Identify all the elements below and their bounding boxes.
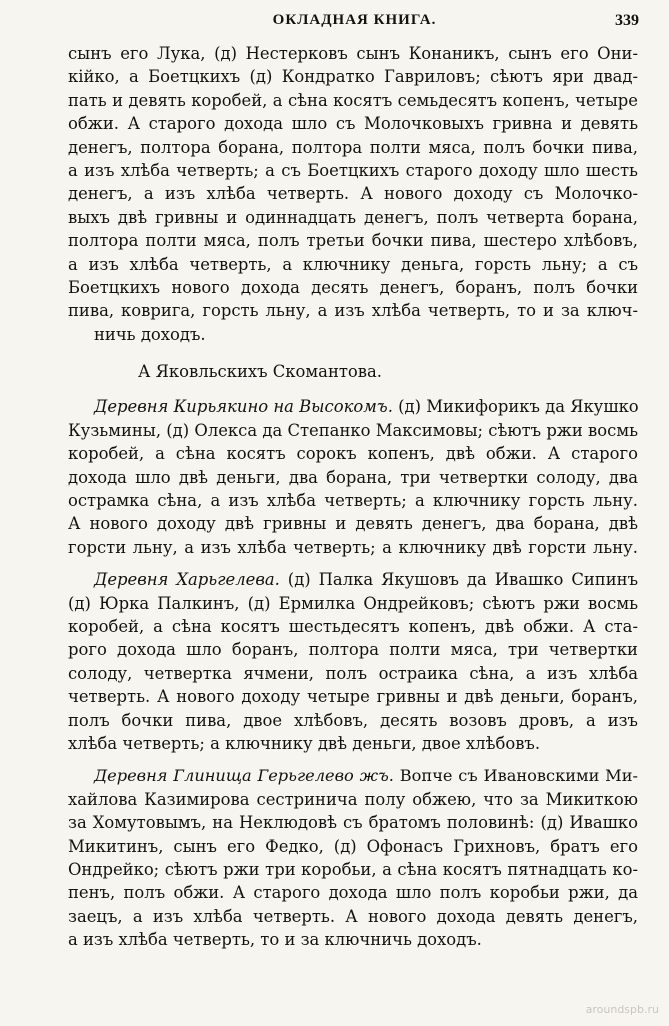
text-line: Ондрейко; сѣютъ ржи три коробьи, а сѣна косятъ пятнадцать ко- — [68, 859, 638, 879]
watermark: aroundspb.ru — [585, 1003, 659, 1016]
text-line: за Хомутовымъ, на Неклюдовѣ съ братомъ половинѣ: (д) Ивашко — [68, 813, 638, 833]
text-line: коробей, а сѣна косятъ сорокъ копенъ, двѣ обжи. А старого — [68, 444, 638, 464]
text-line — [68, 764, 638, 787]
text-line: рого дохода шло боранъ, полтора полти мяса, три четвертки — [68, 640, 638, 660]
text-line: пива, коврига, горсть льну, а изъ хлѣба четверть, то и за ключ- — [68, 301, 638, 321]
text-line: а изъ хлѣба четверть, то и за ключничь доходъ. — [68, 930, 482, 950]
paragraph-khargeleva — [68, 568, 638, 755]
village-name: Деревня Глинища Герьгелево жъ. — [94, 766, 394, 786]
paragraph-continuation — [68, 42, 638, 346]
section-heading: А Яковльскихъ Скомантова. — [138, 362, 383, 382]
text-line: солоду, четвертка ячмени, полъ остраика сѣна, а изъ хлѣба — [68, 663, 638, 683]
text-line: хайлова Казимирова сестринича полу обжею, что за Микиткою — [68, 789, 638, 809]
text-line — [68, 568, 638, 591]
text-line: денегъ, полтора борана, полтора полти мяса, полъ бочки пива, — [68, 137, 638, 157]
line-text: (д) Палка Якушовъ да Ивашко Сипинъ — [279, 570, 638, 590]
text-line: пать и девять коробей, а сѣна косятъ семьдесятъ копенъ, четыре — [68, 90, 638, 110]
text-line: а изъ хлѣба четверть, а ключнику деньга, горсть льну; а съ — [68, 254, 638, 274]
text-line: Кузьмины, (д) Олекса да Степанко Максимовы; сѣютъ ржи восмь — [68, 420, 638, 440]
text-line: обжи. А старого дохода шло съ Молочковыхъ гривна и девять — [68, 114, 638, 134]
text-line: (д) Юрка Палкинъ, (д) Ермилка Ондрейковъ; сѣютъ ржи восмь — [68, 593, 638, 613]
page-number: 339 — [615, 12, 639, 29]
text-line: Микитинъ, сынъ его Федко, (д) Офонасъ Грихновъ, братъ его — [68, 836, 638, 856]
text-line — [68, 395, 638, 418]
text-line: денегъ, а изъ хлѣба четверть. А нового доходу съ Молочко- — [68, 184, 638, 204]
village-name: Деревня Харьгелева. — [94, 570, 280, 590]
line-text: (д) Микифорикъ да Якушко — [392, 397, 639, 417]
text-line: Боетцкихъ нового дохода десять денегъ, боранъ, полъ бочки — [68, 277, 638, 297]
text-line: хлѣба четверть; а ключнику двѣ деньги, двое хлѣбовъ. — [68, 733, 541, 753]
text-line: пенъ, полъ обжи. А старого дохода шло полъ коробьи ржи, да — [68, 883, 638, 903]
text-line: полъ бочки пива, двое хлѣбовъ, десять возовъ дровъ, а изъ — [68, 710, 638, 730]
text-line: острамка сѣна, а изъ хлѣба четверть; а ключнику горсть льну. — [68, 491, 638, 511]
text-line: а изъ хлѣба четверть; а съ Боетцкихъ старого доходу шло шесть — [68, 160, 638, 180]
line-text: Вопче съ Ивановскими Ми- — [393, 766, 639, 786]
village-name: Деревня Кирьякино на Высокомъ. — [94, 397, 393, 417]
running-head — [70, 12, 639, 36]
paragraph-kiryakino — [68, 395, 638, 559]
paragraph-gap — [68, 559, 638, 568]
text-line: горсти льну, а изъ хлѣба четверть; а ключнику двѣ горсти льну. — [68, 537, 638, 557]
text-line: коробей, а сѣна косятъ шестьдесятъ копенъ, двѣ обжи. А ста- — [68, 616, 638, 636]
paragraph-gap — [68, 755, 638, 764]
text-line: выхъ двѣ гривны и одиннадцать денегъ, полъ четверта борана, — [68, 207, 638, 227]
text-line: четверть. А нового доходу четыре гривны и двѣ деньги, боранъ, — [68, 687, 638, 707]
text-line: сынъ его Лука, (д) Нестерковъ сынъ Конаникъ, сынъ его Они- — [68, 44, 638, 63]
text-line: заецъ, а изъ хлѣба четверть. А нового дохода девять денегъ, — [68, 906, 638, 926]
text-line: А нового доходу двѣ гривны и девять денегъ, два борана, двѣ — [68, 514, 638, 534]
text-line: полтора полти мяса, полъ третьи бочки пива, шестеро хлѣбовъ, — [68, 231, 638, 251]
text-line: ничь доходъ. — [94, 324, 206, 344]
text-line: дохода шло двѣ деньги, два борана, три четвертки солоду, два — [68, 467, 638, 487]
running-title: ОКЛАДНАЯ КНИГА. — [272, 12, 437, 28]
paragraph-glinishcha — [68, 764, 638, 951]
text-line: кiйко, а Боетцкихъ (д) Кондратко Гавриловъ; сѣютъ яри двад- — [68, 67, 638, 87]
body-text — [68, 42, 638, 951]
